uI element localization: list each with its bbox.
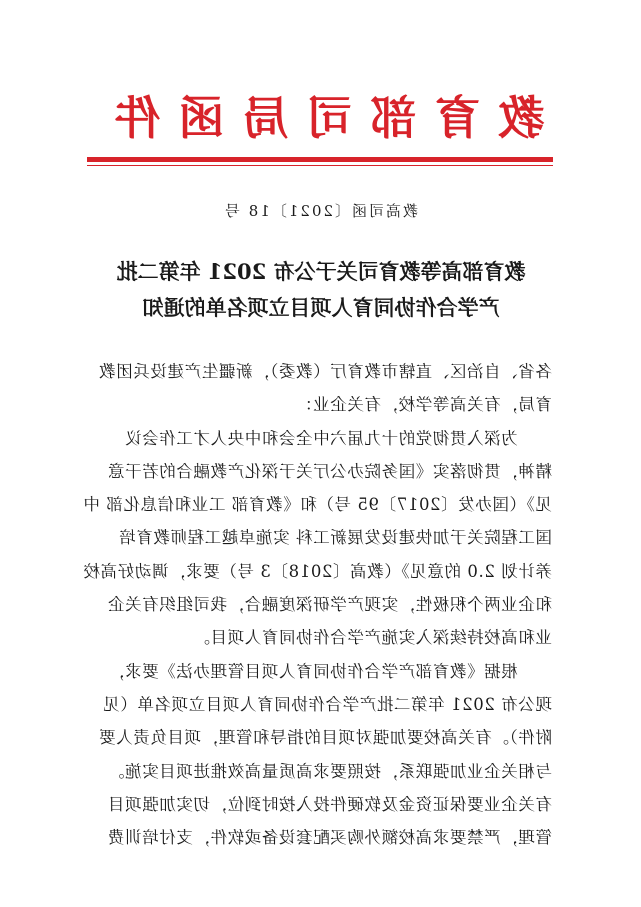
title-line-1: 教育部高等教育司关于公布 2021 年第二批: [116, 259, 526, 284]
body-line: 见》（国办发〔2017〕95 号）和《教育部 工业和信息化部 中: [83, 495, 552, 515]
body-line: 各省、自治区、直辖市教育厅（教委），新疆生产建设兵团教: [98, 362, 552, 381]
body-line: 管理，严禁要求高校额外购买配套设备或软件，支付培训费: [107, 828, 552, 848]
letterhead-rule-thick: [87, 157, 553, 162]
document-body: [83, 355, 552, 854]
body-line: 育局，有关高等学校，有关企业：: [295, 395, 552, 415]
body-line: 精神，贯彻落实《国务院办公厅关于深化产教融合的若干意: [107, 461, 552, 481]
letterhead-rule-thin: [87, 165, 553, 166]
title-line-2: 产学合作协同育人项目立项名单的通知: [142, 295, 500, 320]
document-number: 教高司函〔2021〕18 号: [222, 202, 419, 220]
body-line: 为深入贯彻党的十九届六中全会和中央人才工作会议: [124, 428, 552, 448]
body-line: 业和高校持续深入实施产学合作协同育人项目。: [192, 628, 552, 648]
body-line: 与相关企业加强联系，按照要求高质量高效推进项目实施。: [107, 761, 552, 781]
body-line: 国工程院关于加快建设发展新工科 实施卓越工程师教育培: [118, 528, 552, 548]
letterhead: 教育部司局函件: [96, 91, 545, 145]
document-title: [71, 254, 571, 326]
body-line: 养计划 2.0 的意见》（教高〔2018〕3 号）要求，调动好高校: [83, 561, 552, 581]
body-line: 现公布 2021 年第二批产学合作协同育人项目立项名单（见: [102, 694, 552, 714]
body-line: 有关企业要保证资金及软硬件投入按时到位，切实加强项目: [107, 794, 552, 814]
body-line: 和企业两个积极性，实现产学研深度融合，我司组织有关企: [107, 595, 552, 615]
body-line: 附件）。有关高校要加强对项目的指导和管理，项目负责人要: [98, 728, 552, 748]
body-line: 根据《教育部产学合作协同育人项目管理办法》要求，: [107, 661, 552, 681]
